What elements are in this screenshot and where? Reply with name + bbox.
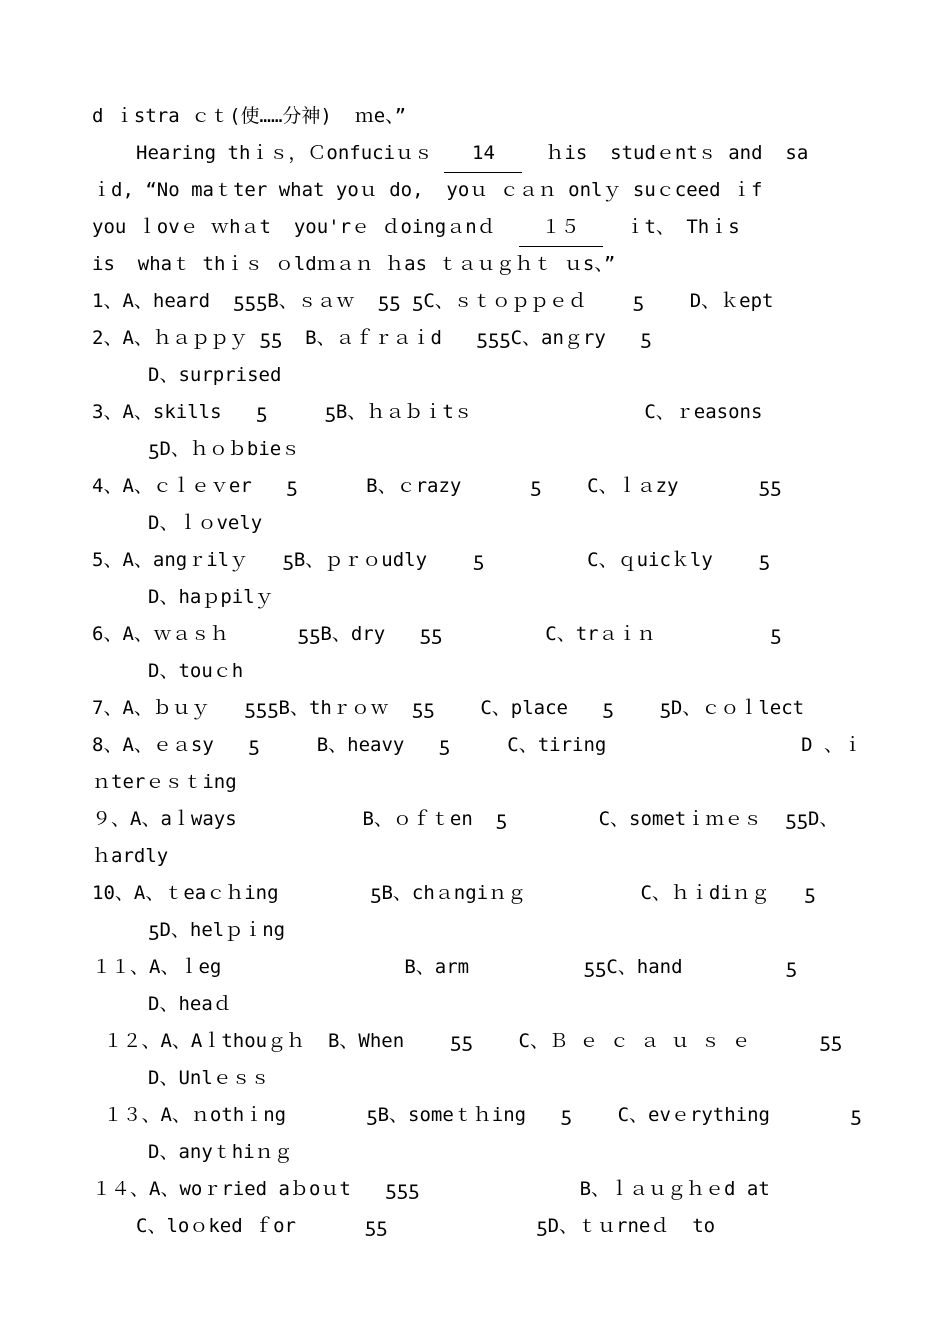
passage-line-2 xyxy=(92,135,862,172)
question-8-options xyxy=(92,727,862,764)
question-6-option-d: D、touｃh xyxy=(148,660,244,682)
question-13-option-d: D、anyｔhiｎｇ xyxy=(148,1141,293,1163)
question-8-options-abc: 8、A、ｅａsy ƽ B、heavy ƽ C、tiring xyxy=(92,734,607,756)
question-14-options: １４、A、woｒried aｂoｕt ƽƽƽ B、ｌａｕｇｈｅd at xyxy=(92,1178,770,1200)
question-9-option-d-cont: ｈardly xyxy=(92,845,169,867)
question-11-options: １１、A、ｌeg B、arm ƽƽC、hand ƽ xyxy=(92,956,797,978)
passage-text: you ｌovｅ ｗhａt you'rｅ ｄoingａnｄ xyxy=(92,216,496,238)
question-10-options: 10、A、ｔeaｃｈing ƽB、chａngiｎｇ C、ｈｉdiｎｇ ƽ xyxy=(92,882,816,904)
question-2-options: 2、A、ｈａｐｐｙ ƽƽ B、ａｆｒａｉd ƽƽƽC、anｇry ƽ xyxy=(92,327,652,349)
question-10-option-d: ƽD、helｐｉng xyxy=(148,919,286,941)
question-11-option-d: D、heaｄ xyxy=(148,993,232,1015)
question-7-options: 7、A、ｂｕｙ ƽƽƽB、thｒｏｗ ƽƽ C、place ƽ ƽD、ｃｏｌlect xyxy=(92,697,805,719)
question-9-options: ９、A、aｌways B、ｏｆｔen ƽ C、sometｉｍｅｓ ƽƽD、 xyxy=(92,808,839,830)
question-12-options: １２、A、Aｌthouｇｈ B、When ƽƽ C、Ｂ ｅ ｃ ａ ｕ ｓ ｅ ƽƽ xyxy=(92,1030,843,1052)
document-page xyxy=(92,98,862,1245)
question-14-options-cd: C、loｏked ｆor ƽƽ ƽD、ｔｕrneｄ to xyxy=(136,1215,716,1237)
passage-text: ｈis studｅntｓ and sa xyxy=(545,142,809,164)
passage-line-5: is whaｔ thｉｓ ｏldｍａｎ ｈas ｔａｕｇｈｔ ｕs、” xyxy=(92,253,616,275)
passage-line-1: d ｉstra ｃｔ(使……分神) ｍe、” xyxy=(92,105,407,127)
question-3-options: 3、A、skills ƽ ƽB、ｈａｂｉtｓ C、ｒeasons xyxy=(92,401,763,423)
question-5-option-d: D、haｐpilｙ xyxy=(148,586,274,608)
passage-line-4 xyxy=(92,209,862,246)
blank-14: 14 xyxy=(444,135,522,173)
question-8-option-d: D 、ｉ xyxy=(801,734,862,756)
question-3-option-d: ƽD、ｈｏｂbieｓ xyxy=(148,438,301,460)
question-2-option-d: D、surprised xyxy=(148,364,282,386)
passage-text: Hearing thｉｓ，Ｃonfuciｕｓ xyxy=(136,142,434,164)
question-4-options: 4、A、ｃｌｅｖer ƽ B、ｃrazy ƽ C、ｌａzy ƽƽ xyxy=(92,475,782,497)
question-8-option-d-cont: ｎterｅｓｔing xyxy=(92,771,237,793)
passage-line-3: ｉd, “No maｔter what yoｕ do, yoｕ ｃａｎ onlｙ suｃceed ｉf xyxy=(92,179,763,201)
blank-15: １５ xyxy=(519,209,603,247)
question-1-options: 1、A、heard ƽƽƽB、ｓａｗ ƽƽ ƽC、ｓｔｏｐｐｅｄ ƽ D、ｋept xyxy=(92,290,774,312)
passage-text: ｉt、 Thｉs xyxy=(625,216,740,238)
question-5-options: 5、A、angｒilｙ ƽB、ｐｒｏudly ƽ C、ｑuicｋly ƽ xyxy=(92,549,770,571)
question-12-option-d: D、Unlｅｓｓ xyxy=(148,1067,270,1089)
question-6-options: 6、A、ｗａｓｈ ƽƽB、dry ƽƽ C、trａｉｎ ƽ xyxy=(92,623,782,645)
question-13-options: １３、A、ｎothｉng ƽB、someｔｈing ƽ C、evｅrything ƽ xyxy=(92,1104,862,1126)
question-4-option-d: D、ｌｏvely xyxy=(148,512,263,534)
